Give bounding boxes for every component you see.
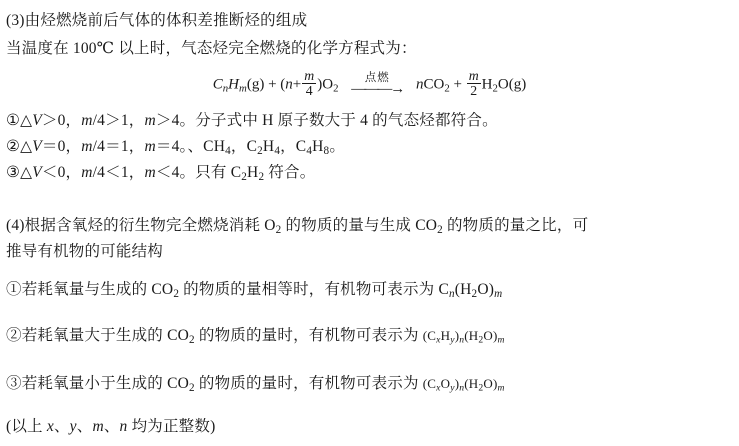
equation-left-n: n (222, 82, 229, 95)
section4-item-3 (6, 371, 505, 394)
section4-item-1 (6, 277, 502, 300)
section4-heading-line1 (6, 213, 588, 236)
arrow-glyph-icon: ———→ (351, 80, 404, 97)
section4-item-2 (6, 323, 505, 346)
section4-item-3-text: ③若耗氧量小于生成的 $CO_2$ 的物质的量时，有机物可表示为 $(C_xO_y)_n(H_2O)_m$ (6, 375, 505, 395)
arrow-condition-label: 点燃 (364, 72, 390, 85)
section4-item-1-text: ①若耗氧量与生成的 $CO_2$ 的物质的量相等时，有机物可表示为 $C_n(H_2O)_m$ (6, 281, 503, 301)
equation-left-c: C (212, 76, 223, 93)
section4-note (6, 414, 215, 436)
section3-heading (6, 8, 307, 30)
section3-item-1 (6, 108, 498, 130)
section4-heading-line2 (6, 239, 163, 261)
equation-co2-sub: 2 (444, 82, 450, 95)
section3-item-3-text: ③△V＜0，m/4＜1，m＜4。只有 $C_2H_2$ 符合。 (6, 164, 316, 184)
equation-frac1-num: m (304, 68, 315, 83)
combustion-equation (0, 70, 739, 100)
equation-left-state: (g) (246, 76, 265, 93)
equation-paren-close: ) (317, 76, 323, 93)
equation-plus-inner: + (292, 76, 302, 93)
section4-note-text: (以上 x、y、m、n 均为正整数) (6, 418, 216, 435)
section3-item-2 (6, 134, 345, 157)
equation-frac2-num: m (468, 68, 479, 83)
section3-heading-text: (3)由烃燃烧前后气体的体积差推断烃的组成 (6, 12, 308, 29)
equation-frac2-den: 2 (470, 83, 478, 99)
equation-n-term: n (285, 76, 293, 93)
equation-frac1-den: 4 (305, 83, 313, 99)
equation-co2-coef: n (415, 76, 424, 93)
equation-fraction-m-over-4 (302, 69, 316, 99)
equation-h2o-sub: 2 (492, 82, 498, 95)
section3-intro (6, 36, 417, 58)
equation-o2-sub: 2 (333, 82, 339, 95)
reaction-arrow (344, 73, 410, 97)
section4-heading-line1-text: (4)根据含氧烃的衍生物完全燃烧消耗 $O_2$ 的物质的量与生成 $CO_2$ 的物质的量之比，可 (6, 217, 589, 237)
equation-fraction-m-over-2 (467, 69, 481, 99)
equation-left-h: H (228, 76, 240, 93)
equation-plus-1: + (268, 76, 277, 93)
equation-expression: $C_nH_m(g) + (n+$ $\frac{m}{4}$ )$O_2$ 点燃 ———→ nCO$_2$ + $\frac{m}{2}$ $H_2O(g)$ (212, 68, 527, 99)
section3-intro-text: 当温度在 100℃ 以上时，气态烃完全燃烧的化学方程式为： (6, 40, 417, 57)
section3-item-3 (6, 160, 315, 183)
section3-item-1-text: ①△V＞0，m/4＞1，m＞4。分子式中 H 原子数大于 4 的气态烃都符合。 (6, 112, 498, 129)
equation-left-m: m (239, 82, 247, 95)
section3-item-2-text: ②△V＝0，m/4＝1，m＝4。、$CH_4$，$C_2H_4$，$C_4H_8$。 (6, 138, 346, 158)
equation-plus-2: + (453, 76, 462, 93)
section4-item-2-text: ②若耗氧量大于生成的 $CO_2$ 的物质的量时，有机物可表示为 $(C_xH_y)_n(H_2O)_m$ (6, 327, 505, 347)
equation-paren-open: ( (280, 76, 286, 93)
section4-heading-line2-text: 推导有机物的可能结构 (6, 243, 164, 260)
